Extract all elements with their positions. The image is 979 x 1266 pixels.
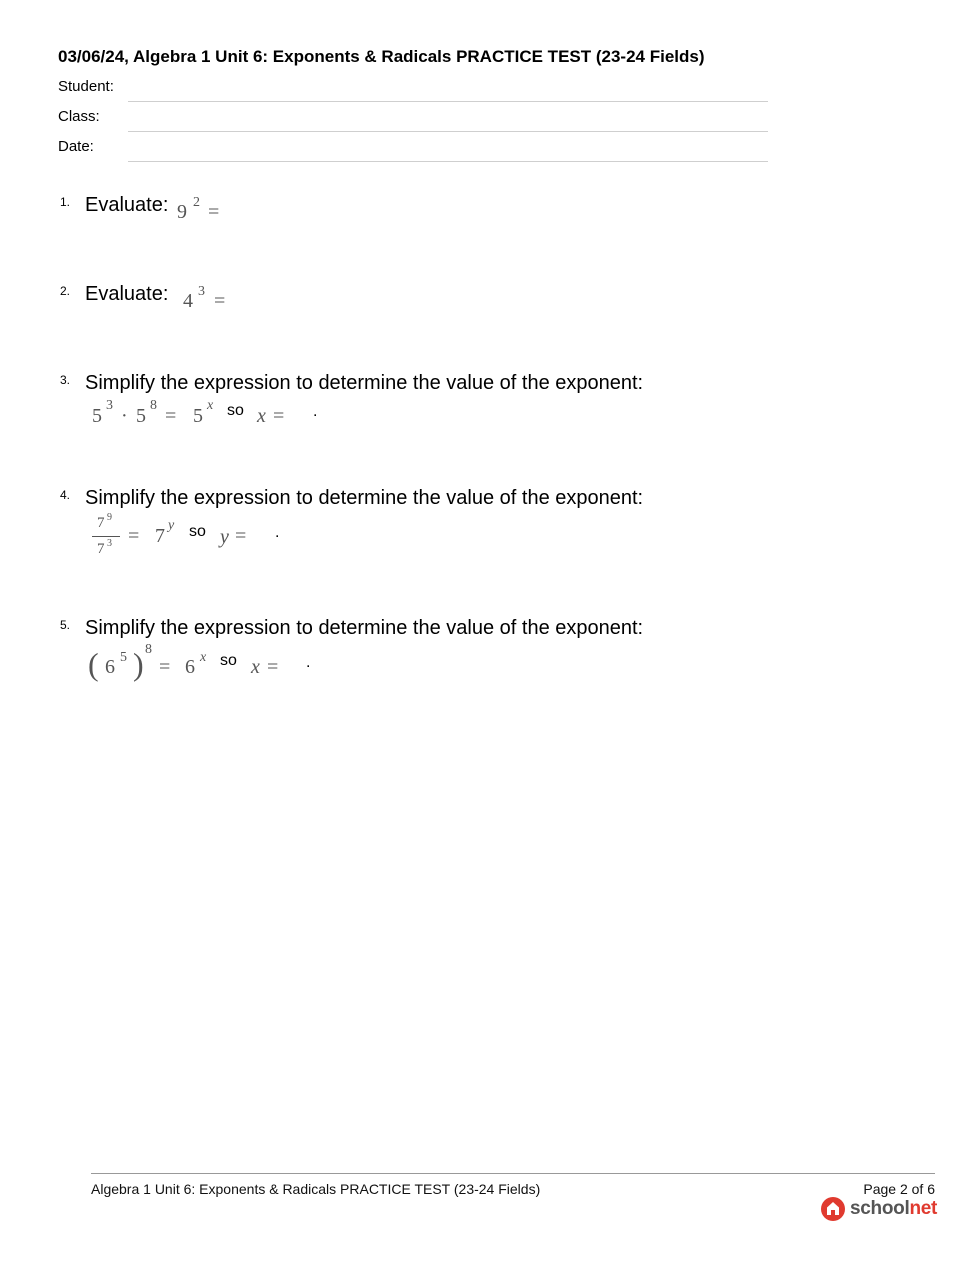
- period: .: [275, 524, 280, 541]
- answer-variable: y: [220, 526, 229, 548]
- so-text: so: [189, 523, 206, 540]
- answer-equals: =: [273, 405, 285, 427]
- question-number: 5.: [60, 618, 71, 632]
- exponent-variable: y: [168, 518, 175, 533]
- inner-exponent: 5: [120, 650, 127, 665]
- denominator-base: 7: [97, 541, 105, 557]
- base-3: 6: [185, 656, 195, 678]
- question-text: Simplify the expression to determine the value of the exponent:: [85, 372, 644, 394]
- page-title: 03/06/24, Algebra 1 Unit 6: Exponents & Radicals PRACTICE TEST (23-24 Fields): [58, 47, 705, 66]
- period: .: [306, 654, 311, 671]
- equals-sign: =: [165, 405, 177, 427]
- base: 9: [177, 201, 187, 223]
- equals-sign: =: [214, 290, 226, 312]
- base-2: 5: [136, 405, 146, 427]
- exponent-2: 8: [150, 398, 157, 413]
- base-1: 5: [92, 405, 102, 427]
- so-text: so: [220, 652, 237, 669]
- logo-text-net: net: [909, 1198, 938, 1219]
- question-number: 1.: [60, 195, 71, 209]
- question-text: Simplify the expression to determine the value of the exponent:: [85, 487, 644, 509]
- exponent: 3: [198, 284, 205, 299]
- answer-variable: x: [251, 656, 260, 678]
- date-label: Date:: [58, 138, 94, 155]
- period: .: [313, 403, 318, 420]
- date-field-line: [128, 161, 768, 162]
- inner-base: 6: [105, 656, 115, 678]
- numerator-exponent: 9: [107, 512, 112, 523]
- answer-equals: =: [235, 525, 247, 547]
- exponent-1: 3: [106, 398, 113, 413]
- footer-title: Algebra 1 Unit 6: Exponents & Radicals PRACTICE TEST (23-24 Fields): [91, 1181, 541, 1197]
- right-parenthesis: ): [133, 646, 144, 682]
- footer-divider: [91, 1173, 935, 1174]
- class-field-line: [128, 131, 768, 132]
- logo-text-school: school: [850, 1198, 910, 1219]
- question-number: 2.: [60, 284, 71, 298]
- exponent-variable: x: [200, 650, 207, 665]
- answer-variable: x: [257, 405, 266, 427]
- house-icon: [820, 1196, 846, 1222]
- base-3: 5: [193, 405, 203, 427]
- student-label: Student:: [58, 78, 114, 95]
- question-text: Evaluate:: [85, 283, 169, 305]
- equals-sign: =: [208, 201, 220, 223]
- question-number: 3.: [60, 373, 71, 387]
- numerator-base: 7: [97, 515, 105, 531]
- page-number: Page 2 of 6: [863, 1181, 935, 1197]
- outer-exponent: 8: [145, 642, 152, 657]
- multiply-dot: ·: [121, 405, 128, 427]
- class-label: Class:: [58, 108, 100, 125]
- answer-equals: =: [267, 656, 279, 678]
- equals-sign: =: [159, 656, 171, 678]
- base: 4: [183, 290, 193, 312]
- exponent-variable: x: [207, 398, 214, 413]
- logo-wordmark: [850, 1198, 937, 1220]
- so-text: so: [227, 402, 244, 419]
- equals-sign: =: [128, 525, 140, 547]
- schoolnet-logo: [820, 1195, 937, 1223]
- exponent: 2: [193, 195, 200, 210]
- question-text: Simplify the expression to determine the value of the exponent:: [85, 617, 644, 639]
- left-parenthesis: (: [88, 646, 99, 682]
- question-text: Evaluate:: [85, 194, 169, 216]
- denominator-exponent: 3: [107, 538, 112, 549]
- question-number: 4.: [60, 488, 71, 502]
- base-3: 7: [155, 525, 165, 547]
- student-field-line: [128, 101, 768, 102]
- fraction-bar: [92, 536, 120, 537]
